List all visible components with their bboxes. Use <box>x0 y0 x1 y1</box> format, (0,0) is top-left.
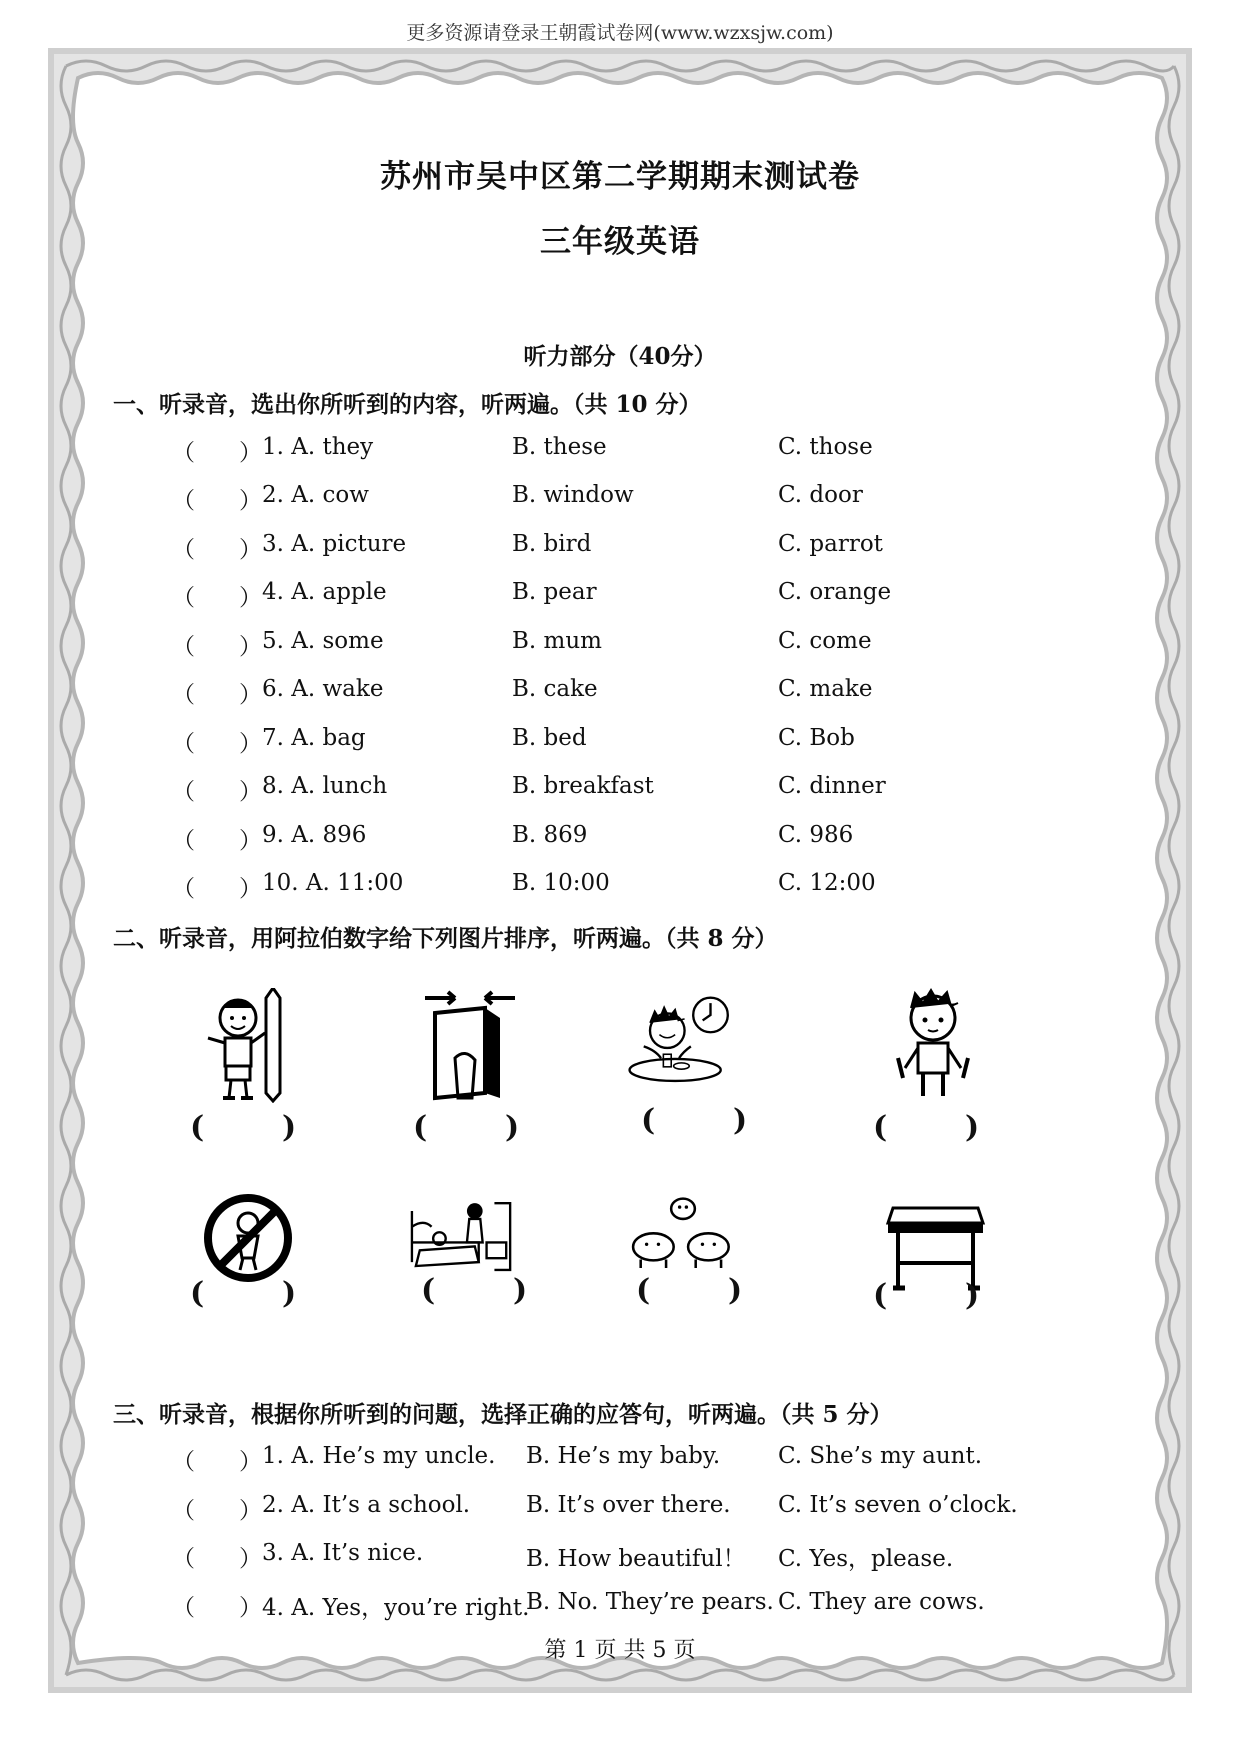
option-a: 6. A. wake <box>262 676 384 702</box>
section1-question-row <box>48 434 1192 474</box>
option-c: C. parrot <box>778 531 883 557</box>
option-a: 8. A. lunch <box>262 773 388 799</box>
exam-subtitle: 三年级英语 <box>540 224 700 260</box>
option-b: B. pear <box>512 579 597 605</box>
option-b: B. It’s over there. <box>526 1492 731 1518</box>
answer-paren-close: ） <box>239 1449 262 1475</box>
answer-paren-open: （ <box>172 779 195 805</box>
option-b: B. breakfast <box>512 773 654 799</box>
answer-paren-close: ） <box>239 1498 262 1524</box>
section2-heading: 二、听录音，用阿拉伯数字给下列图片排序，听两遍。（共 8 分） <box>113 925 778 952</box>
option-a: 2. A. cow <box>262 482 369 508</box>
option-b: B. bed <box>512 725 587 751</box>
exam-title: 苏州市吴中区第二学期期末测试卷 <box>380 159 860 195</box>
option-c: C. make <box>778 676 873 702</box>
answer-paren-close: ） <box>239 585 262 611</box>
closing-door-picture <box>420 988 530 1103</box>
boy-with-pencil-picture <box>193 988 303 1103</box>
option-b: B. window <box>512 482 634 508</box>
section1-question-row <box>48 870 1192 910</box>
option-c: C. 986 <box>778 822 854 848</box>
answer-paren-open: （ <box>172 1595 195 1621</box>
answer-paren-close: ） <box>239 682 262 708</box>
option-b: B. mum <box>512 628 602 654</box>
answer-paren-open: （ <box>172 585 195 611</box>
option-c: C. Bob <box>778 725 855 751</box>
option-a: 10. A. 11:00 <box>262 870 404 896</box>
answer-paren-close: ） <box>239 440 262 466</box>
section1-question-row <box>48 822 1192 862</box>
answer-paren-open: （ <box>172 440 195 466</box>
answer-paren-open: （ <box>172 1498 195 1524</box>
option-c: C. those <box>778 434 873 460</box>
section1-question-row <box>48 579 1192 619</box>
answer-paren-open: （ <box>172 731 195 757</box>
option-c: C. It’s seven o’clock. <box>778 1492 1018 1518</box>
option-a: 2. A. It’s a school. <box>262 1492 471 1518</box>
answer-paren-open: （ <box>172 682 195 708</box>
option-b: B. cake <box>512 676 598 702</box>
answer-paren-close: ） <box>239 537 262 563</box>
answer-paren-close: ） <box>239 779 262 805</box>
section3-question-row <box>48 1540 1192 1580</box>
answer-paren-open: （ <box>172 537 195 563</box>
option-c: C. They are cows. <box>778 1589 985 1615</box>
option-a: 9. A. 896 <box>262 822 367 848</box>
answer-paren-close: ） <box>239 1595 262 1621</box>
section1-question-row <box>48 676 1192 716</box>
option-a: 3. A. It’s nice. <box>262 1540 424 1566</box>
option-b: B. How beautiful！ <box>526 1546 746 1572</box>
listening-part-title: 听力部分（40分） <box>523 343 717 370</box>
option-b: B. He’s my baby. <box>526 1443 721 1469</box>
option-b: B. 869 <box>512 822 588 848</box>
page-footer: 第 1 页 共 5 页 <box>544 1638 696 1663</box>
option-a: 4. A. Yes，you’re right. <box>262 1595 530 1621</box>
answer-paren-open: （ <box>172 828 195 854</box>
option-c: C. door <box>778 482 863 508</box>
answer-paren-close: ） <box>239 634 262 660</box>
section3-question-row <box>48 1492 1192 1532</box>
section3-question-row <box>48 1443 1192 1483</box>
answer-paren-open: （ <box>172 634 195 660</box>
section1-heading: 一、听录音，选出你所听到的内容，听两遍。（共 10 分） <box>113 391 702 418</box>
boy-eating-breakfast-picture <box>628 983 738 1098</box>
header-note: 更多资源请登录王朝霞试卷网(www.wzxsjw.com) <box>406 22 834 44</box>
answer-paren-close: ） <box>239 1546 262 1572</box>
option-c: C. come <box>778 628 872 654</box>
option-a: 1. A. they <box>262 434 374 460</box>
option-c: C. She’s my aunt. <box>778 1443 983 1469</box>
answer-paren-close: ） <box>239 876 262 902</box>
option-b: B. bird <box>512 531 592 557</box>
option-c: C. 12:00 <box>778 870 876 896</box>
option-a: 5. A. some <box>262 628 384 654</box>
answer-paren-open: （ <box>172 488 195 514</box>
section3-question-row <box>48 1589 1192 1629</box>
section3-heading: 三、听录音，根据你所听到的问题，选择正确的应答句，听两遍。（共 5 分） <box>113 1401 893 1428</box>
option-c: C. orange <box>778 579 892 605</box>
option-a: 7. A. bag <box>262 725 366 751</box>
answer-paren-open: （ <box>172 1546 195 1572</box>
option-a: 1. A. He’s my uncle. <box>262 1443 496 1469</box>
option-b: B. 10:00 <box>512 870 610 896</box>
answer-paren-open: （ <box>172 1449 195 1475</box>
answer-paren-close: ） <box>239 488 262 514</box>
section1-question-row <box>48 773 1192 813</box>
option-b: B. these <box>512 434 607 460</box>
option-a: 3. A. picture <box>262 531 407 557</box>
exam-page: 苏州市吴中区第二学期期末测试卷 三年级英语 听力部分（40分） 一、听录音，选出你所听到的内容，听两遍。（共 10 分） （ ） 1. A. they B. these C. those （ ） 2. A. cow B. window C. door （ ） 3. A. picture B. bird C. parrot （ ） 4. A. apple B. pear C. orange （ ） 5. A. some B. mum C. come （ ） 6. A. wake B. cake C. make （ ） 7. A. bag B. bed C. Bob （ ） 8. A. lunch B. breakfast C. dinner （ ） 9. A. 896 B. 869 C. 986 （ ） 10. A. 11:00 B. 10:00 C. 12:00 二、听录音，用阿拉伯数字给下列图片排序，听两遍。（共 8 分） ( ) ( ) ( ) ( ) ( ) ( ) ( ) ( ) 三、听录音，根据你所听到的问题，选择正确的应答句，听两遍。（共 5 分） （ ） 1. A. He’s my uncle. B. He’s my baby. C. She’s my aunt. （ ） 2. A. It’s a school. B. It’s over there. C. It’s seven o’clock. （ ） 3. A. It’s nice. B. How beautiful！ C. Yes，please. （ ） 4. A. Yes，you’re right. B. No. They’re pears. C. They are cows. 第 1 页 共 5 页 <box>48 48 1192 1693</box>
answer-paren-close: ） <box>239 828 262 854</box>
answer-paren-open: （ <box>172 876 195 902</box>
option-b: B. No. They’re pears. <box>526 1589 774 1615</box>
section1-question-row <box>48 628 1192 668</box>
section1-question-row <box>48 725 1192 765</box>
option-c: C. dinner <box>778 773 886 799</box>
section1-question-row <box>48 531 1192 571</box>
option-a: 4. A. apple <box>262 579 387 605</box>
answer-paren-close: ） <box>239 731 262 757</box>
option-c: C. Yes，please. <box>778 1546 954 1572</box>
section1-question-row <box>48 482 1192 522</box>
boy-standing-picture <box>883 988 993 1103</box>
